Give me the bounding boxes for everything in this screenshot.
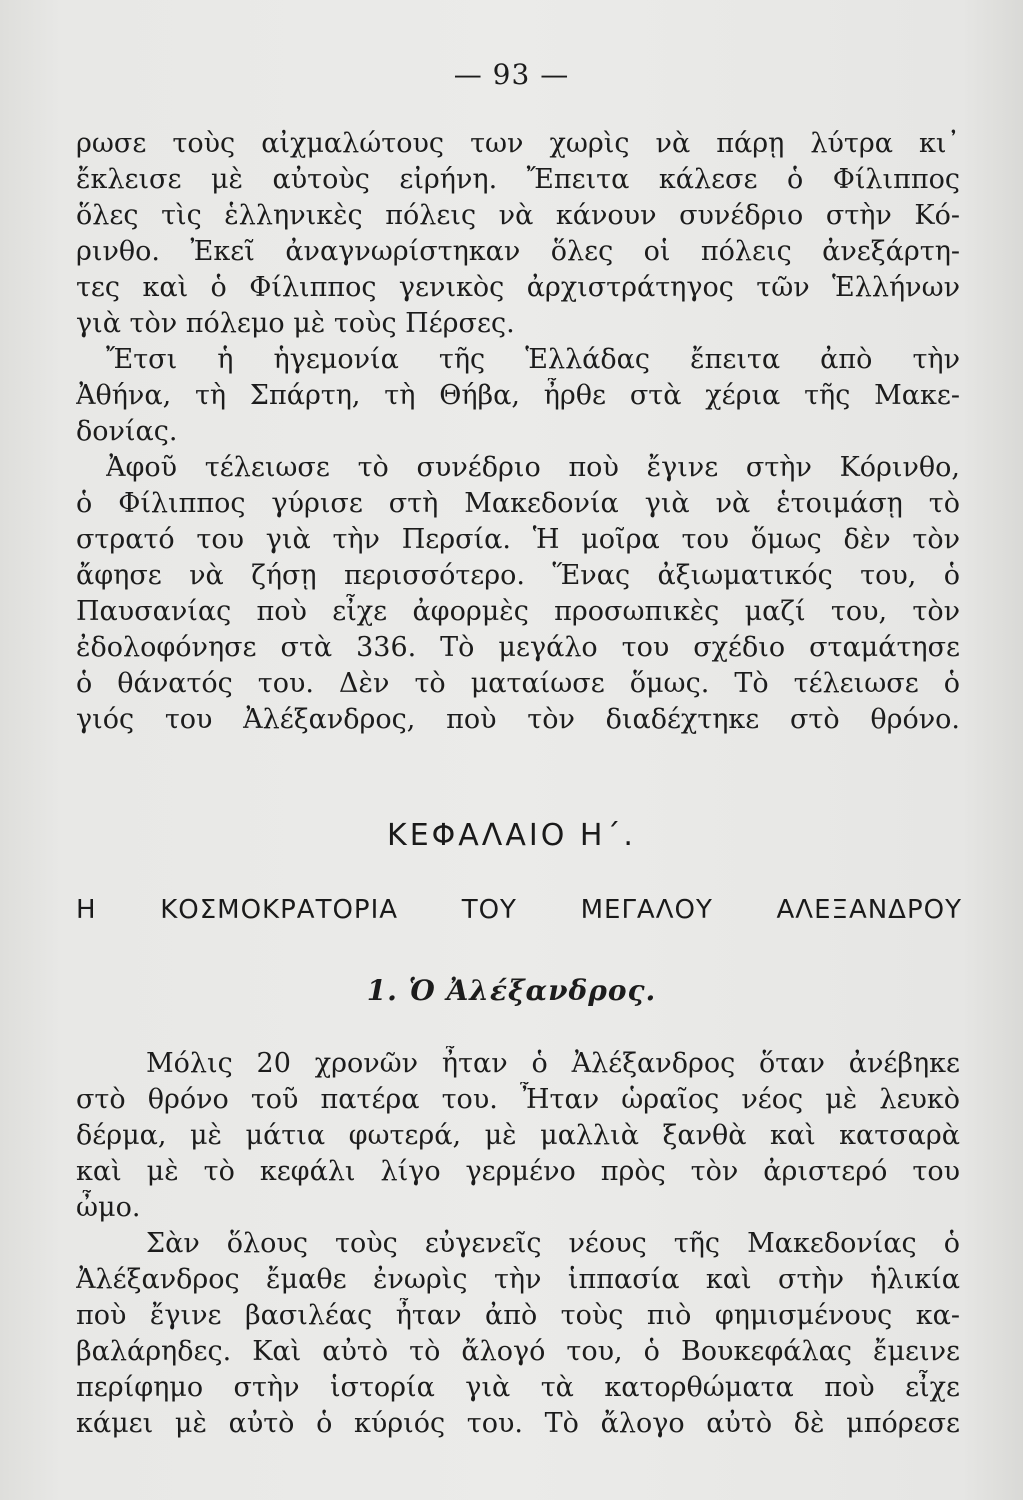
text-line: δονίας. — [76, 416, 178, 447]
chapter-label: ΚΕΦΑΛΑΙΟ Η΄. — [387, 818, 636, 853]
text-line: γιός του Ἀλέξανδρος, ποὺ τὸν διαδέχτηκε στὸ θρόνο. — [76, 704, 960, 735]
section-title: 1. Ὁ Ἀλέξανδρος. — [366, 974, 657, 1007]
text-line: ἔκλεισε μὲ αὐτοὺς εἰρήνη. Ἔπειτα κάλεσε ὁ Φίλιππος — [76, 164, 960, 195]
text-line: ὅλες τὶς ἑλληνικὲς πόλεις νὰ κάνουν συνέδριο στὴν Κό- — [76, 200, 960, 231]
text-line: δέρμα, μὲ μάτια φωτερά, μὲ μαλλιὰ ξανθὰ καὶ κατσαρὰ — [76, 1120, 960, 1151]
text-line: κάμει μὲ αὐτὸ ὁ κύριός του. Τὸ ἄλογο αὐτὸ δὲ μπόρεσε — [76, 1408, 960, 1439]
text-line: ὁ θάνατός του. Δὲν τὸ ματαίωσε ὅμως. Τὸ τέλειωσε ὁ — [76, 668, 960, 699]
text-line: Ἀλέξανδρος ἔμαθε ἐνωρὶς τὴν ἱππασία καὶ στὴν ἡλικία — [76, 1264, 960, 1295]
text-line: στὸ θρόνο τοῦ πατέρα του. Ἦταν ὡραῖος νέος μὲ λευκὸ — [76, 1084, 960, 1115]
text-line: γιὰ τὸν πόλεμο μὲ τοὺς Πέρσες. — [76, 308, 515, 339]
text-line: Ἔτσι ἡ ἡγεμονία τῆς Ἑλλάδας ἔπειτα ἀπὸ τὴν — [106, 344, 960, 375]
text-line: ρινθο. Ἐκεῖ ἀναγνωρίστηκαν ὅλες οἱ πόλεις ἀνεξάρτη- — [76, 236, 960, 267]
text-line: περίφημο στὴν ἱστορία γιὰ τὰ κατορθώματα ποὺ εἶχε — [76, 1372, 960, 1403]
text-line: Ἀφοῦ τέλειωσε τὸ συνέδριο ποὺ ἔγινε στὴν Κόρινθο, — [106, 452, 960, 483]
text-line: Ἀθήνα, τὴ Σπάρτη, τὴ Θήβα, ἦρθε στὰ χέρια τῆς Μακε- — [76, 380, 960, 411]
text-line: ἐδολοφόνησε στὰ 336. Τὸ μεγάλο του σχέδιο σταμάτησε — [76, 632, 960, 663]
text-line: ἄφησε νὰ ζήσῃ περισσότερο. Ἕνας ἀξιωματικός του, ὁ — [76, 560, 960, 591]
text-line: ὁ Φίλιππος γύρισε στὴ Μακεδονία γιὰ νὰ ἑτοιμάσῃ τὸ — [76, 488, 960, 519]
text-line: στρατό του γιὰ τὴν Περσία. Ἡ μοῖρα του ὅμως δὲν τὸν — [76, 524, 960, 555]
page-number: — 93 — — [453, 58, 570, 91]
text-line: ὦμο. — [76, 1192, 141, 1223]
text-line: καὶ μὲ τὸ κεφάλι λίγο γερμένο πρὸς τὸν ἀριστερό του — [76, 1156, 960, 1187]
text-line: βαλάρηδες. Καὶ αὐτὸ τὸ ἄλογό του, ὁ Βουκεφάλας ἔμεινε — [76, 1336, 960, 1367]
text-line: ρωσε τοὺς αἰχμαλώτους των χωρὶς νὰ πάρῃ λύτρα κι᾽ — [76, 128, 960, 159]
text-line: ποὺ ἔγινε βασιλέας ἦταν ἀπὸ τοὺς πιὸ φημισμένους κα- — [76, 1300, 960, 1331]
text-line: Σὰν ὅλους τοὺς εὐγενεῖς νέους τῆς Μακεδονίας ὁ — [146, 1228, 960, 1259]
text-line: τες καὶ ὁ Φίλιππος γενικὸς ἀρχιστράτηγος τῶν Ἑλλήνων — [76, 272, 960, 303]
text-line: Μόλις 20 χρονῶν ἦταν ὁ Ἀλέξανδρος ὅταν ἀνέβηκε — [146, 1048, 960, 1079]
chapter-title: Η ΚΟΣΜΟΚΡΑΤΟΡΙΑ ΤΟΥ ΜΕΓΑΛΟΥ ΑΛΕΞΑΝΔΡΟΥ — [76, 895, 962, 925]
text-line: Παυσανίας ποὺ εἶχε ἀφορμὲς προσωπικὲς μαζί του, τὸν — [76, 596, 960, 627]
